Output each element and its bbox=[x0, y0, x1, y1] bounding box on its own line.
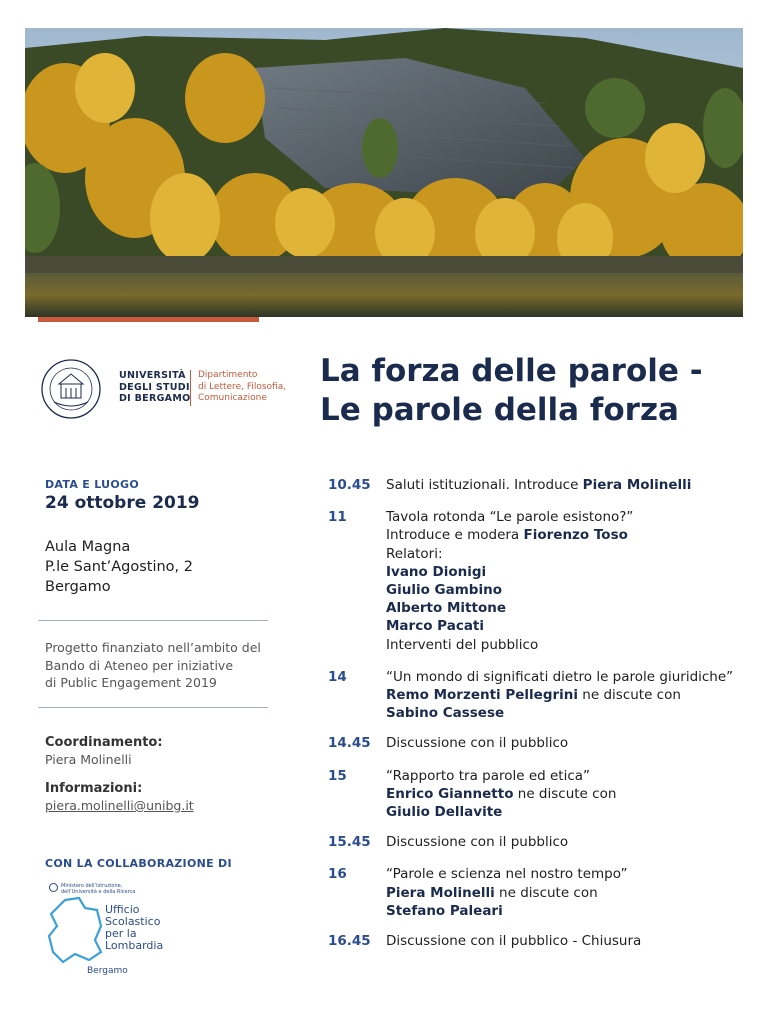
program-text: “Parole e scienza nel nostro tempo” bbox=[386, 866, 628, 883]
program-text: Discussione con il pubblico bbox=[386, 834, 569, 851]
program-description bbox=[386, 476, 748, 494]
program-time: 11 bbox=[328, 509, 347, 526]
program-time: 16 bbox=[328, 866, 347, 883]
office-name: Ufficio Scolastico per la Lombardia bbox=[105, 903, 164, 952]
program-item bbox=[328, 668, 748, 723]
program-text: ne discute con bbox=[578, 687, 681, 704]
venue bbox=[45, 537, 193, 597]
speaker-name: Giulio Dellavite bbox=[386, 804, 503, 821]
program-time: 15.45 bbox=[328, 834, 371, 851]
program-text: Introduce e modera bbox=[386, 527, 524, 544]
department-name: Dipartimento di Lettere, Filosofia, Comunicazione bbox=[198, 370, 287, 403]
program-description bbox=[386, 865, 748, 920]
program-description bbox=[386, 508, 748, 654]
program-time: 16.45 bbox=[328, 933, 371, 950]
program-description bbox=[386, 932, 748, 950]
program-text: Interventi del pubblico bbox=[386, 636, 539, 653]
speaker-name: Alberto Mittone bbox=[386, 600, 506, 617]
program-description bbox=[386, 767, 748, 822]
program-text: “Rapporto tra parole ed etica” bbox=[386, 767, 591, 784]
program-text: Relatori: bbox=[386, 545, 443, 562]
program-line bbox=[386, 902, 748, 920]
speaker-name: Piera Molinelli bbox=[386, 884, 495, 901]
ufficio-scolastico-logo bbox=[45, 880, 185, 980]
coordination-value: Piera Molinelli bbox=[45, 752, 132, 767]
program-description bbox=[386, 833, 748, 851]
program-item bbox=[328, 508, 748, 654]
event-date: 24 ottobre 2019 bbox=[45, 493, 200, 513]
program-line bbox=[386, 581, 748, 599]
accent-bar bbox=[38, 317, 259, 322]
program-line bbox=[386, 508, 748, 526]
title-line-1: La forza delle parole - bbox=[320, 353, 703, 389]
program-text: ne discute con bbox=[513, 785, 617, 802]
university-seal-icon bbox=[40, 358, 102, 420]
program-line bbox=[386, 704, 748, 722]
program-description bbox=[386, 668, 748, 723]
speaker-name: Ivano Dionigi bbox=[386, 563, 487, 580]
program-line bbox=[386, 767, 748, 785]
program-line bbox=[386, 734, 748, 752]
date-label: DATA E LUOGO bbox=[45, 478, 140, 491]
project-line: di Public Engagement 2019 bbox=[45, 675, 217, 690]
program-text: “Un mondo di significati dietro le parole giuridiche” bbox=[386, 668, 734, 685]
speaker-name: Stefano Paleari bbox=[386, 902, 503, 919]
ministry-name: Ministero dell’Istruzione, dell’Università e della Ricerca bbox=[61, 883, 136, 895]
program-item bbox=[328, 734, 748, 752]
program-text: Discussione con il pubblico bbox=[386, 735, 569, 752]
program-line bbox=[386, 636, 748, 654]
divider bbox=[38, 707, 268, 708]
program-line bbox=[386, 865, 748, 883]
speaker-name: Giulio Gambino bbox=[386, 582, 502, 599]
hero-photo bbox=[25, 28, 743, 317]
university-name: UNIVERSITÀ DEGLI STUDI DI BERGAMO bbox=[119, 370, 191, 404]
speaker-name: Marco Pacati bbox=[386, 618, 485, 635]
program-line bbox=[386, 785, 748, 803]
program-time: 10.45 bbox=[328, 477, 371, 493]
project-funding-note bbox=[45, 639, 261, 692]
program-item bbox=[328, 833, 748, 851]
program-text: Discussione con il pubblico - Chiusura bbox=[386, 933, 642, 950]
office-city: Bergamo bbox=[87, 966, 128, 976]
program-line bbox=[386, 668, 748, 686]
program-schedule bbox=[328, 476, 748, 950]
program-item bbox=[328, 932, 748, 950]
program-line bbox=[386, 563, 748, 581]
program-line bbox=[386, 526, 748, 544]
program-item bbox=[328, 767, 748, 822]
program-item bbox=[328, 865, 748, 920]
speaker-name: Remo Morzenti Pellegrini bbox=[386, 687, 579, 704]
program-line bbox=[386, 545, 748, 563]
title-line-2: Le parole della forza bbox=[320, 392, 679, 428]
program-description bbox=[386, 734, 748, 752]
venue-line: Aula Magna bbox=[45, 539, 131, 555]
program-time: 14.45 bbox=[328, 735, 371, 752]
university-logo bbox=[40, 358, 300, 420]
program-item bbox=[328, 476, 748, 494]
program-line bbox=[386, 803, 748, 821]
speaker-name: Piera Molinelli bbox=[582, 477, 692, 493]
speaker-name: Sabino Cassese bbox=[386, 705, 505, 722]
collaboration-label: CON LA COLLABORAZIONE DI bbox=[45, 857, 232, 870]
program-time: 15 bbox=[328, 767, 347, 784]
divider bbox=[38, 620, 268, 621]
venue-line: P.le Sant’Agostino, 2 bbox=[45, 559, 193, 575]
program-line bbox=[386, 617, 748, 635]
information-label: Informazioni: bbox=[45, 781, 143, 796]
program-text: ne discute con bbox=[494, 884, 598, 901]
program-line bbox=[386, 686, 748, 704]
venue-line: Bergamo bbox=[45, 579, 111, 595]
email-link[interactable]: piera.molinelli@unibg.it bbox=[45, 798, 194, 813]
page-title bbox=[320, 352, 760, 430]
program-text: Tavola rotonda “Le parole esistono?” bbox=[386, 509, 634, 526]
program-line bbox=[386, 476, 748, 494]
program-time: 14 bbox=[328, 668, 347, 685]
lombardia-map-icon bbox=[45, 896, 105, 966]
program-line bbox=[386, 833, 748, 851]
project-line: Progetto finanziato nell’ambito del bbox=[45, 640, 261, 655]
program-line bbox=[386, 599, 748, 617]
speaker-name: Fiorenzo Toso bbox=[523, 527, 628, 544]
program-text: Saluti istituzionali. Introduce bbox=[386, 477, 583, 493]
program-line bbox=[386, 932, 748, 950]
project-line: Bando di Ateneo per iniziative bbox=[45, 657, 234, 673]
ministry-emblem-icon bbox=[49, 883, 58, 892]
program-line bbox=[386, 884, 748, 902]
logo-divider bbox=[190, 370, 191, 406]
speaker-name: Enrico Giannetto bbox=[386, 785, 514, 802]
coordination-label: Coordinamento: bbox=[45, 735, 163, 750]
